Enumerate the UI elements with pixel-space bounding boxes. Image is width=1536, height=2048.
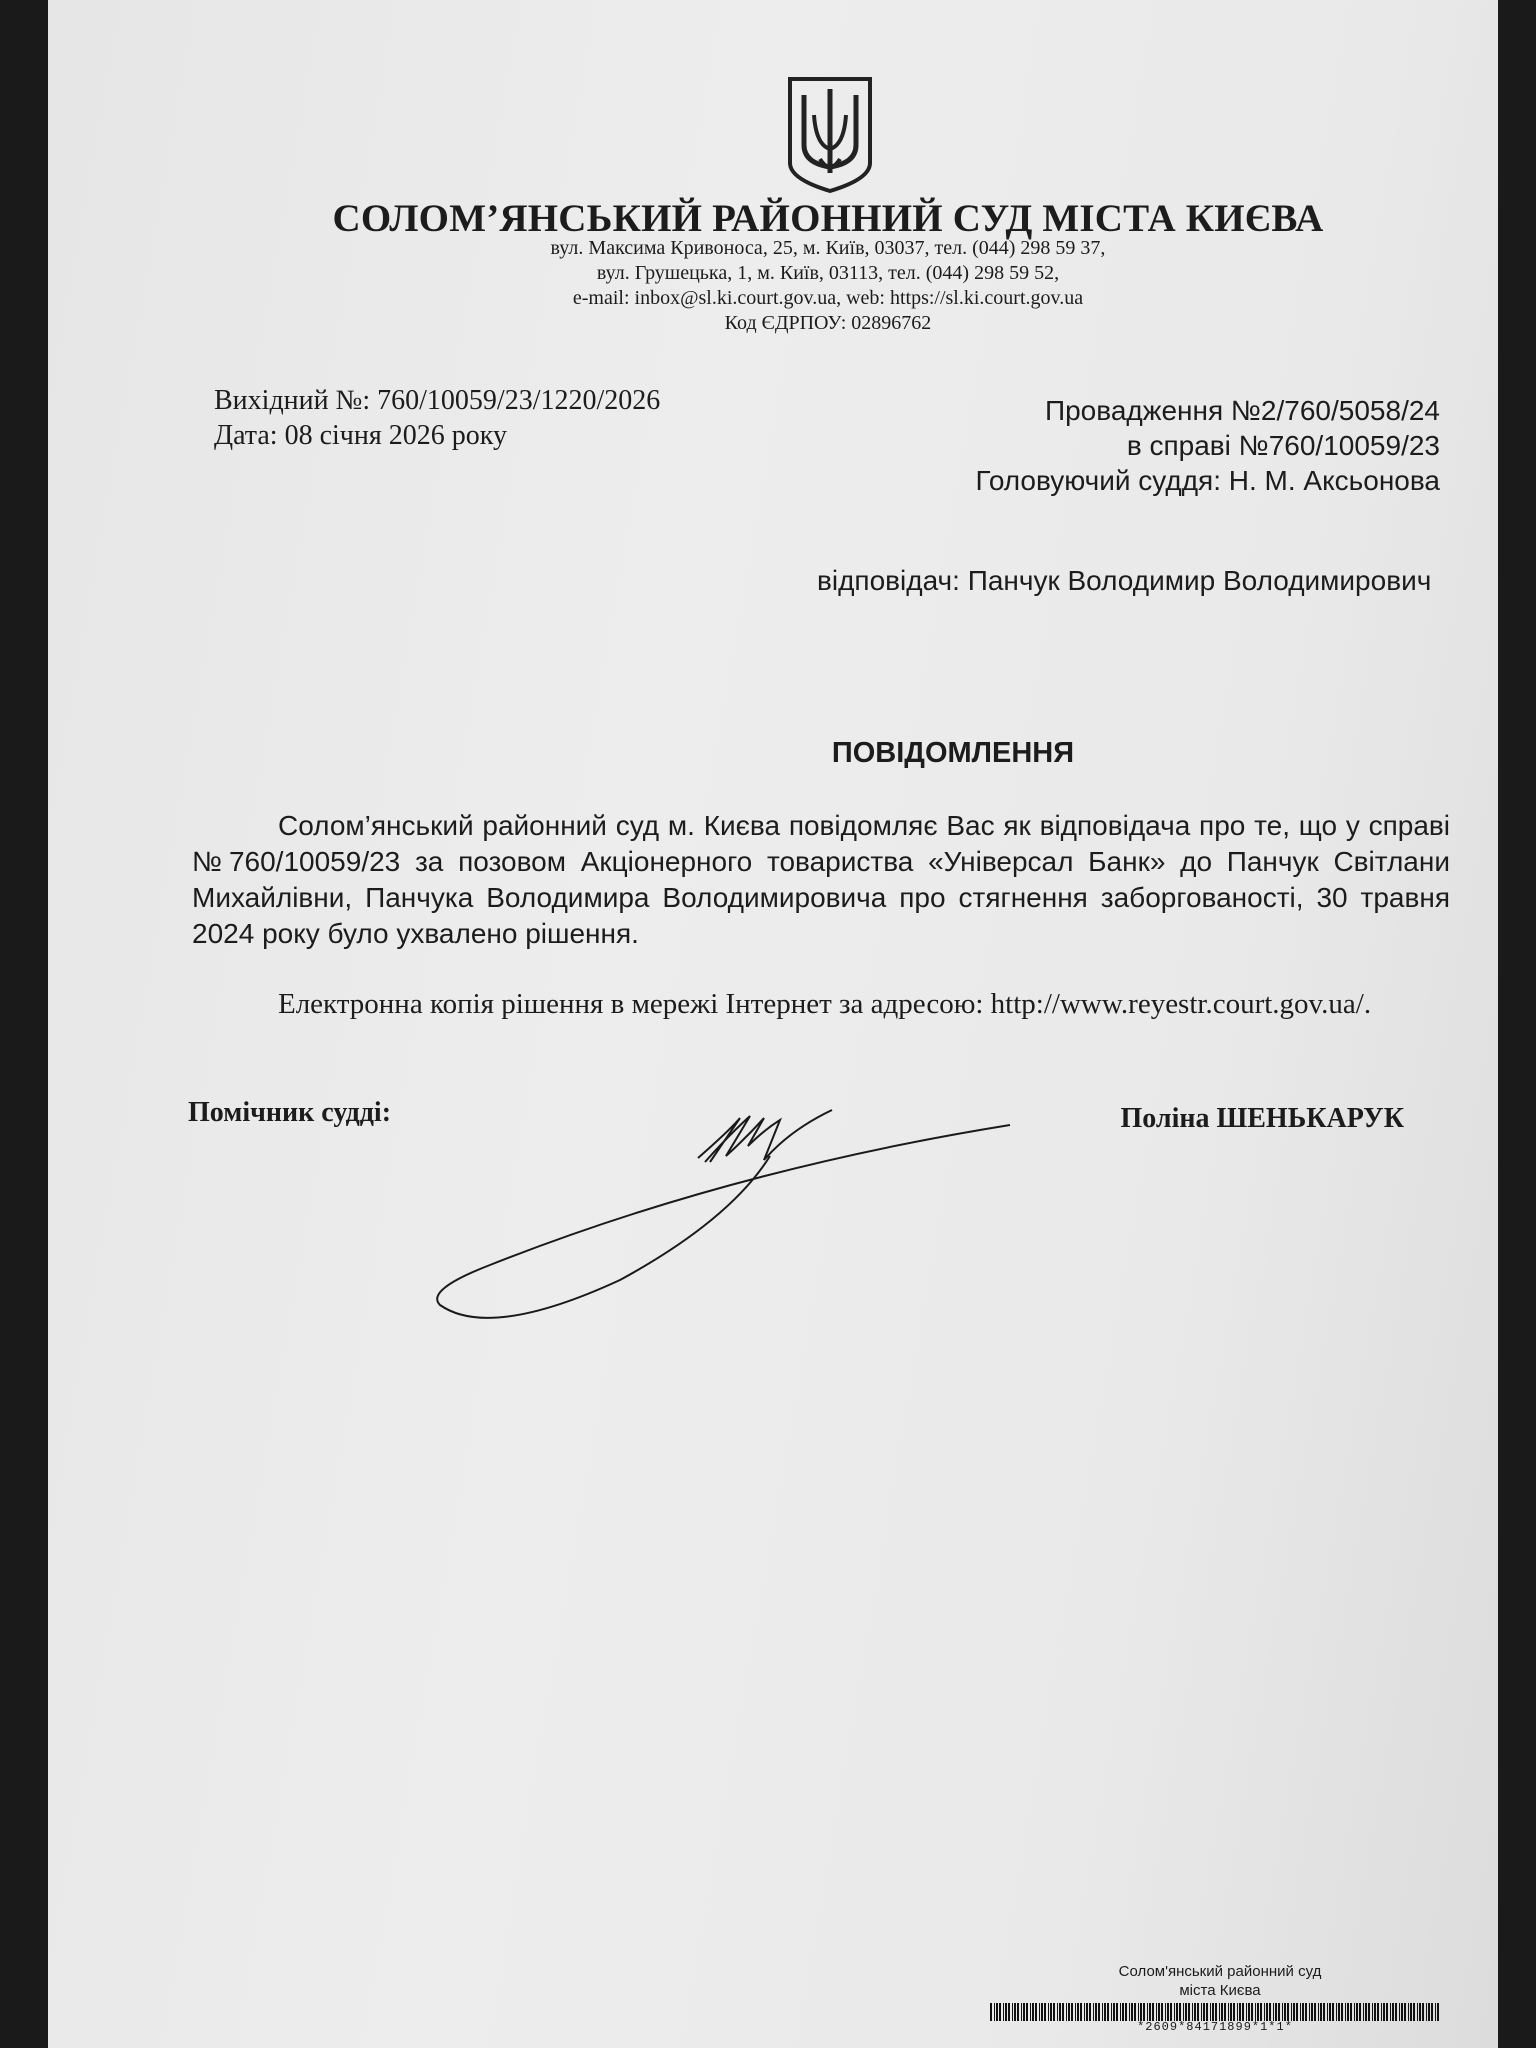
notice-paragraph: Солом’янський районний суд м. Києва повідомляє Вас як відповідача про те, що у справі №760/10059/23 за позовом Акціонерного товариства «Універсал Банк» до Панчук Світлани Михайлівни, Панчука Володимира Володимировича про стягнення заборгованості, 30 травня 2024 року було ухвалено рішення.	[192, 810, 1450, 949]
outgoing-date: Дата: 08 січня 2026 року	[214, 420, 507, 451]
stamp-line-2: міста Києва	[1179, 1982, 1261, 1999]
signer-name: Поліна ШЕНЬКАРУК	[1120, 1103, 1404, 1134]
court-name: СОЛОМ’ЯНСЬКИЙ РАЙОННИЙ СУД МІСТА КИЄВА	[332, 197, 1324, 240]
court-address-2: вул. Грушецька, 1, м. Київ, 03113, тел. (044) 298 59 52,	[596, 262, 1060, 284]
decision-link-text: Електронна копія рішення в мережі Інтернет за адресою: http://www.reyestr.court.gov.ua/.	[278, 988, 1372, 1020]
notice-title: ПОВІДОМЛЕННЯ	[831, 737, 1075, 769]
stamp-line-1: Солом'янський районний суд	[1118, 1963, 1322, 1980]
trident-emblem-icon	[786, 75, 874, 195]
court-address-1: вул. Максима Кривоноса, 25, м. Київ, 03037, тел. (044) 298 59 37,	[550, 237, 1106, 259]
court-stamp	[1060, 1962, 1380, 2000]
respondent: відповідач: Панчук Володимир Володимирович	[817, 565, 1432, 596]
proceeding-number: Провадження №2/760/5058/24	[1044, 395, 1440, 426]
outgoing-meta	[214, 383, 660, 453]
barcode	[990, 2003, 1440, 2021]
signer-role: Помічник судді:	[188, 1097, 392, 1128]
court-contacts: e-mail: inbox@sl.ki.court.gov.ua, web: https://sl.ki.court.gov.ua	[572, 287, 1084, 309]
barcode-number: *2609*84171899*1*1*	[1137, 2020, 1293, 2034]
court-edrpou: Код ЄДРПОУ: 02896762	[724, 312, 932, 334]
handwritten-signature	[430, 1100, 1020, 1330]
outgoing-number: Вихідний №: 760/10059/23/1220/2026	[214, 385, 661, 416]
case-number: в справі №760/10059/23	[1126, 430, 1440, 461]
case-meta	[976, 393, 1440, 498]
presiding-judge: Головуючий суддя: Н. М. Аксьонова	[975, 465, 1440, 496]
